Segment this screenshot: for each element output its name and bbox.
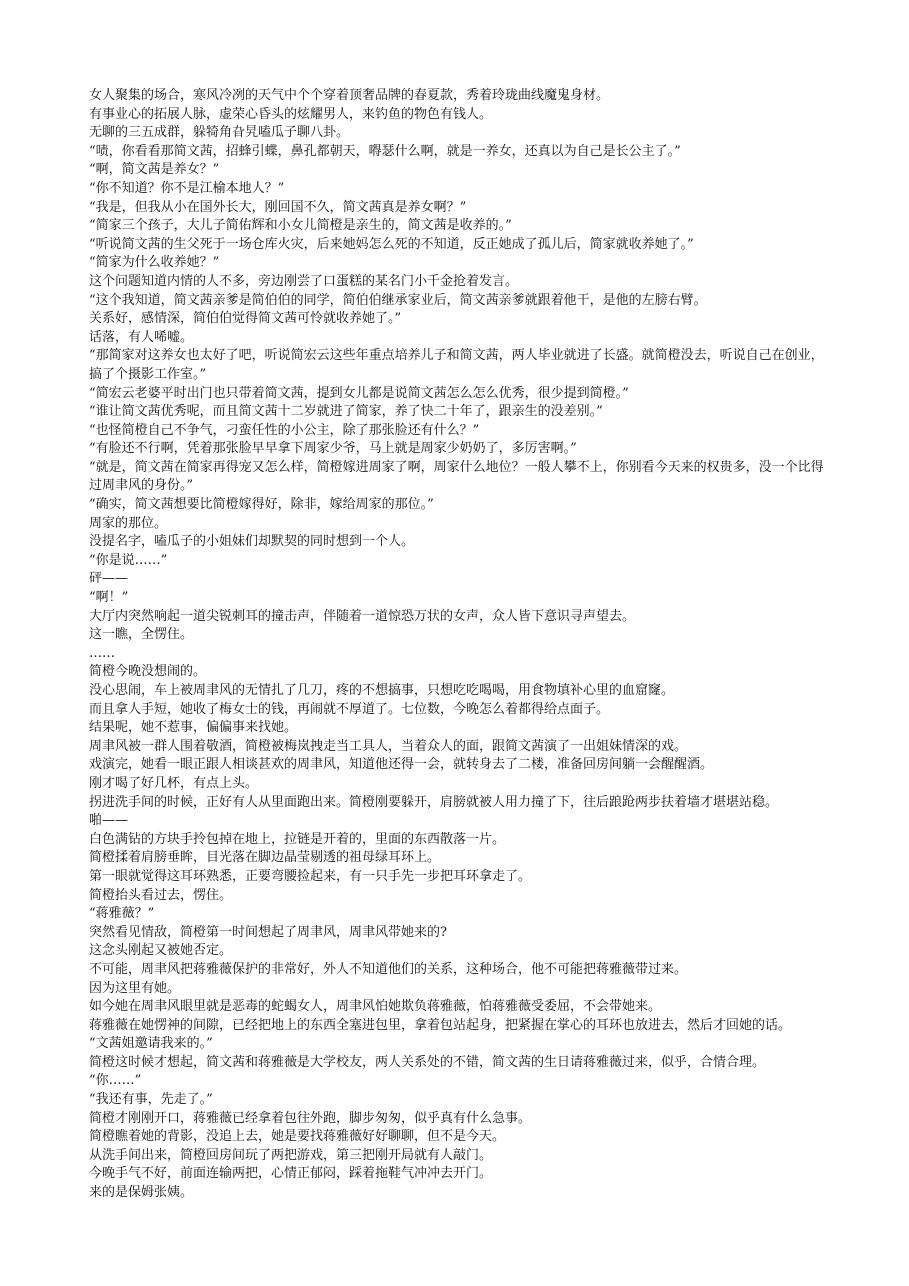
text-line: 白色满钻的方块手拎包掉在地上，拉链是开着的，里面的东西散落一片。 bbox=[89, 831, 506, 847]
text-line: “我还有事，先走了。” bbox=[89, 1092, 213, 1108]
text-line: 无聊的三五成群，躲犄角旮旯嗑瓜子聊八卦。 bbox=[89, 125, 350, 141]
text-line: “简家三个孩子，大儿子简佑辉和小女儿简橙是亲生的，简文茜是收养的。” bbox=[89, 218, 512, 234]
text-line: 不可能，周聿风把蒋雅薇保护的非常好，外人不知道他们的关系，这种场合，他不可能把蒋雅薇带过来。 bbox=[89, 961, 688, 977]
text-line: “确实，简文茜想要比简橙嫁得好，除非，嫁给周家的那位。” bbox=[89, 497, 434, 513]
text-line: 砰—— bbox=[89, 571, 129, 587]
text-line: 这念头刚起又被她否定。 bbox=[89, 943, 233, 959]
text-line: 简橙才刚刚开口，蒋雅薇已经拿着包往外跑，脚步匆匆，似乎真有什么急事。 bbox=[89, 1110, 532, 1126]
text-line: 周聿风被一群人围着敬酒，简橙被梅岚拽走当工具人，当着众人的面，跟简文茜演了一出姐妹情深的戏。 bbox=[89, 738, 688, 754]
text-line: “这个我知道，简文茜亲爹是简伯伯的同学，简伯伯继承家业后，简文茜亲爹就跟着他干，是他的左膀右臂。 bbox=[89, 292, 707, 308]
text-line: “简家为什么收养她？” bbox=[89, 255, 220, 271]
text-line: 结果呢，她不惹事，偏偏事来找她。 bbox=[89, 720, 298, 736]
text-line: 简橙揉着肩膀垂眸，目光落在脚边晶莹剔透的祖母绿耳环上。 bbox=[89, 850, 441, 866]
text-line: “简宏云老婆平时出门也只带着简文茜，提到女儿都是说简文茜怎么怎么优秀，很少提到简橙。” bbox=[89, 385, 629, 401]
text-line: 从洗手间出来，简橙回房间玩了两把游戏，第三把刚开局就有人敲门。 bbox=[89, 1147, 493, 1163]
text-line: “你不知道？你不是江榆本地人？” bbox=[89, 180, 285, 196]
text-line: 因为这里有她。 bbox=[89, 980, 181, 996]
text-line: “听说简文茜的生父死于一场仓库火灾，后来她妈怎么死的不知道，反正她成了孤儿后，简家就收养她了。” bbox=[89, 236, 694, 252]
text-line: 简橙今晚没想闹的。 bbox=[89, 664, 207, 680]
text-line: 第一眼就觉得这耳环熟悉，正要弯腰捡起来，有一只手先一步把耳环拿走了。 bbox=[89, 868, 532, 884]
text-line: 大厅内突然响起一道尖锐刺耳的撞击声，伴随着一道惊恐万状的女声，众人皆下意识寻声望去。 bbox=[89, 608, 636, 624]
text-line: “你是说……” bbox=[89, 552, 168, 568]
text-line: 这一瞧，全愣住。 bbox=[89, 627, 194, 643]
text-line: 话落，有人唏嘘。 bbox=[89, 329, 194, 345]
text-line: 没提名字，嗑瓜子的小姐妹们却默契的同时想到一个人。 bbox=[89, 534, 415, 550]
text-line: “谁让简文茜优秀呢，而且简文茜十二岁就进了简家，养了快二十年了，跟亲生的没差别。” bbox=[89, 404, 603, 420]
text-line: “有脸还不行啊，凭着那张脸早早拿下周家少爷，马上就是周家少奶奶了，多厉害啊。” bbox=[89, 441, 577, 457]
text-line: “那简家对这养女也太好了吧，听说简宏云这些年重点培养儿子和简文茜，两人毕业就进了长盛。就简橙没去，听说自己在创业，搞了个摄影工作室。” bbox=[89, 348, 824, 382]
text-line: “蒋雅薇？” bbox=[89, 906, 155, 922]
text-line: 女人聚集的场合，寒风冷冽的天气中个个穿着顶奢品牌的春夏款，秀着玲珑曲线魔鬼身材。 bbox=[89, 88, 610, 103]
text-line: 而且拿人手短，她收了梅女士的钱，再闹就不厚道了。七位数，今晚怎么着都得给点面子。 bbox=[89, 701, 610, 717]
text-line: 关系好，感情深，简伯伯觉得简文茜可怜就收养她了。” bbox=[89, 311, 402, 327]
text-line: 周家的那位。 bbox=[89, 515, 168, 531]
text-line: 有事业心的拓展人脉，虚荣心昏头的炫耀男人，来钓鱼的物色有钱人。 bbox=[89, 106, 493, 122]
text-line: “就是，简文茜在简家再得宠又怎么样，简橙嫁进周家了啊，周家什么地位？一般人攀不上，你别看今天来的权贵多，没一个比得过周聿风的身份。” bbox=[89, 459, 824, 494]
text-line: 简橙抬头看过去，愣住。 bbox=[89, 887, 233, 903]
text-line: 没心思闹，车上被周聿风的无情扎了几刀，疼的不想搞事，只想吃吃喝喝，用食物填补心里的血窟窿。 bbox=[89, 683, 675, 698]
text-line: “啊！” bbox=[89, 590, 129, 606]
text-line: “文茜姐邀请我来的。” bbox=[89, 1036, 213, 1052]
text-line: 来的是保姆张姨。 bbox=[89, 1185, 194, 1201]
text-line: “我是，但我从小在国外长大，刚回国不久，简文茜真是养女啊？” bbox=[89, 199, 467, 215]
text-line: 啪—— bbox=[89, 813, 129, 829]
text-line: “你……” bbox=[89, 1073, 142, 1089]
text-line: 这个问题知道内情的人不多，旁边刚尝了口蛋糕的某名门小千金抢着发言。 bbox=[89, 273, 519, 289]
text-line: 简橙这时候才想起，简文茜和蒋雅薇是大学校友，两人关系处的不错，简文茜的生日请蒋雅薇过来，似乎，合情合理。 bbox=[89, 1054, 766, 1070]
text-line: …… bbox=[89, 645, 115, 661]
text-line: “啊，简文茜是养女？” bbox=[89, 162, 220, 178]
text-line: 戏演完，她看一眼正跟人相谈甚欢的周聿风，知道他还得一会，就转身去了二楼，准备回房间躺一会醒醒酒。 bbox=[89, 757, 714, 773]
text-line: 蒋雅薇在她愣神的间隙，已经把地上的东西全塞进包里，拿着包站起身，把紧握在掌心的耳环也放进去，然后才回她的话。 bbox=[89, 1017, 792, 1033]
text-line: 简橙瞧着她的背影，没追上去，她是要找蒋雅薇好好聊聊，但不是今天。 bbox=[89, 1129, 506, 1145]
document-page bbox=[89, 87, 829, 1203]
text-line: 刚才喝了好几杯，有点上头。 bbox=[89, 775, 259, 791]
text-line: 拐进洗手间的时候，正好有人从里面跑出来。简橙刚要躲开，肩膀就被人用力撞了下，往后踉跄两步扶着墙才堪堪站稳。 bbox=[89, 794, 779, 810]
text-line: 如今她在周聿风眼里就是恶毒的蛇蝎女人，周聿风怕她欺负蒋雅薇，怕蒋雅薇受委屈，不会带她来。 bbox=[89, 999, 662, 1015]
text-line: 今晚手气不好，前面连输两把，心情正郁闷，踩着拖鞋气冲冲去开门。 bbox=[89, 1166, 493, 1182]
text-line: 突然看见情敌，简橙第一时间想起了周聿风，周聿风带她来的? bbox=[89, 924, 447, 940]
text-line: “也怪简橙自己不争气，刁蛮任性的小公主，除了那张脸还有什么？” bbox=[89, 422, 480, 438]
text-line: “啧，你看看那简文茜，招蜂引蝶，鼻孔都朝天，嘚瑟什么啊，就是一养女，还真以为自己是长公主了。” bbox=[89, 143, 681, 159]
